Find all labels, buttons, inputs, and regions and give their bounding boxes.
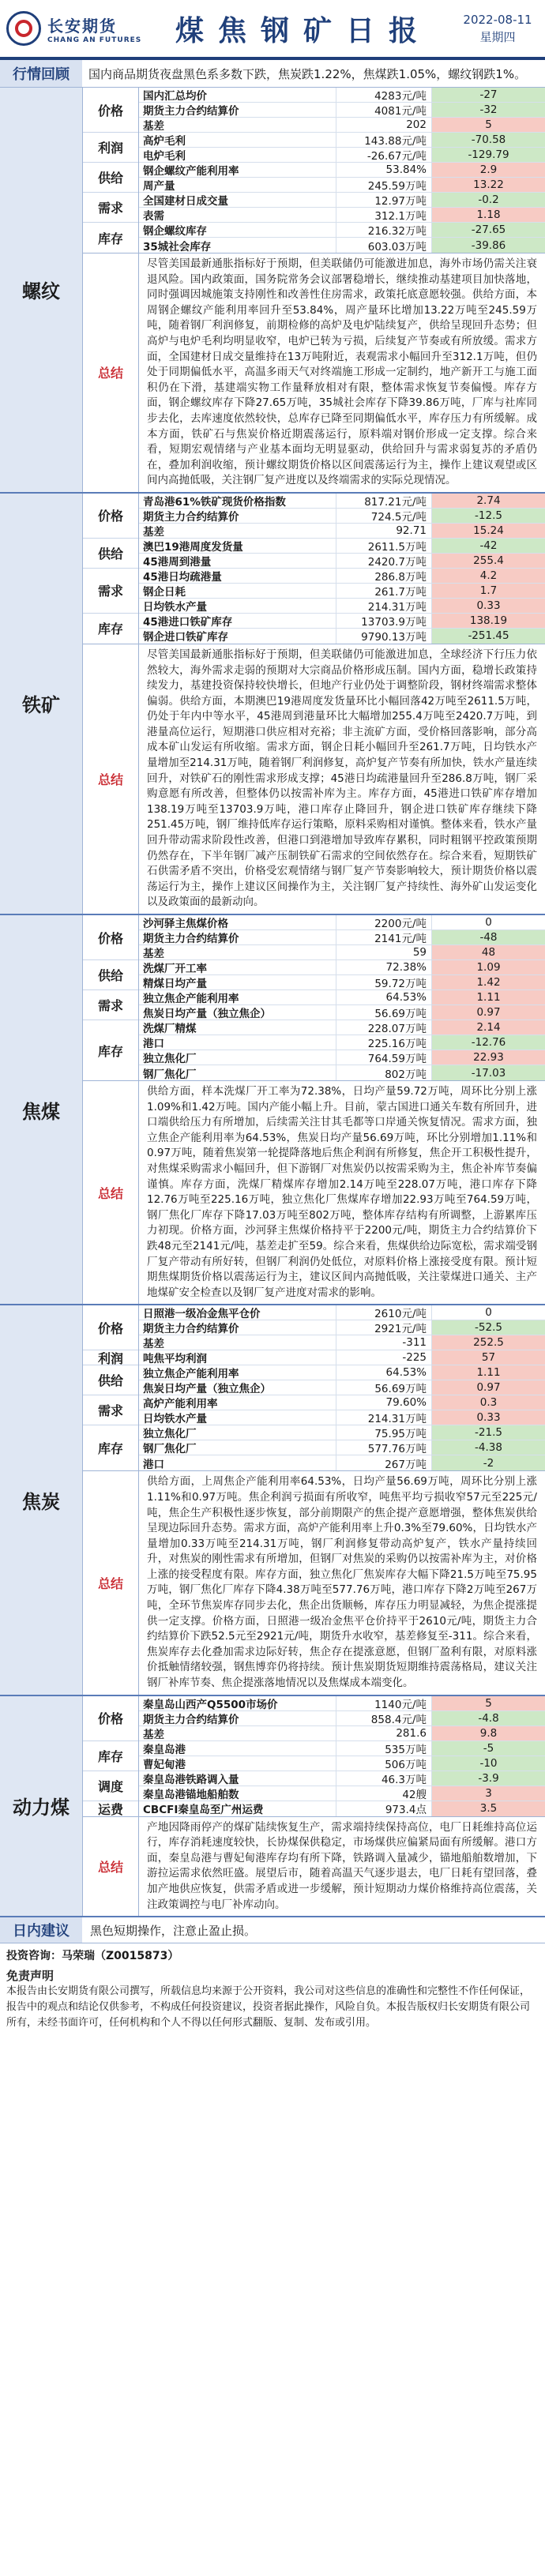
- table-row: [139, 238, 545, 253]
- table-row: [139, 103, 545, 118]
- logo-emblem-icon: [6, 11, 41, 46]
- market-review: [0, 60, 545, 88]
- indicator-change: 57: [432, 1350, 545, 1365]
- section-1: [0, 494, 545, 915]
- indicator-change: 1.11: [432, 990, 545, 1004]
- indicator-name: 基差: [139, 524, 336, 538]
- indicator-table: [83, 915, 545, 1081]
- category-label: 库存: [83, 1741, 138, 1771]
- category-label: 利润: [83, 1350, 138, 1365]
- indicator-change: 15.24: [432, 524, 545, 538]
- category-label: 需求: [83, 569, 138, 614]
- table-row: [139, 1305, 545, 1320]
- table-row: [139, 1741, 545, 1756]
- indicator-value: 59: [336, 945, 432, 959]
- report-weekday: 星期四: [479, 30, 516, 44]
- indicator-name: 日照港一级冶金焦平仓价: [139, 1305, 336, 1320]
- category-label: 供给: [83, 1365, 138, 1395]
- category-label: 运费: [97, 1801, 123, 1817]
- section-summary: [83, 1817, 545, 1917]
- indicator-change: -4.38: [432, 1440, 545, 1455]
- analyst-label: 投资咨询：: [6, 1950, 62, 1963]
- indicator-name: 焦炭日均产量（独立焦企）: [139, 1380, 336, 1395]
- category-label: 价格: [83, 88, 138, 133]
- table-row: [139, 569, 545, 584]
- indicator-name: 期货主力合约结算价: [139, 103, 336, 117]
- table-row: [139, 1771, 545, 1786]
- indicator-change: 1.18: [432, 208, 545, 222]
- indicator-change: -48: [432, 930, 545, 944]
- table-row: [139, 915, 545, 930]
- table-row: [139, 1380, 545, 1395]
- indicator-name: 期货主力合约结算价: [139, 509, 336, 523]
- table-row: [139, 1365, 545, 1380]
- table-row: [139, 148, 545, 163]
- indicator-value: 2200元/吨: [336, 915, 432, 929]
- table-row: [139, 1005, 545, 1020]
- table-row: [139, 629, 545, 644]
- table-row: [139, 178, 545, 193]
- table-row: [139, 1696, 545, 1711]
- indicator-change: -129.79: [432, 148, 545, 162]
- indicator-name: 港口: [139, 1455, 336, 1470]
- indicator-value: 535万吨: [336, 1741, 432, 1756]
- indicator-name: 澳巴19港周度发货量: [139, 539, 336, 553]
- summary-label: 总结: [83, 253, 139, 492]
- section-summary: [83, 253, 545, 492]
- market-review-text: 国内商品期货夜盘黑色系多数下跌，焦炭跌1.22%，焦煤跌1.05%，螺纹钢跌1%。: [88, 66, 527, 81]
- indicator-change: -32: [432, 103, 545, 117]
- section-name: 焦炭: [0, 1305, 83, 1694]
- market-review-label: 行情回顾: [0, 60, 82, 87]
- indicator-table: [83, 494, 545, 644]
- indicator-value: 64.53%: [336, 1365, 432, 1380]
- indicator-value: 2610元/吨: [336, 1305, 432, 1320]
- indicator-name: 电炉毛利: [139, 148, 336, 162]
- indicator-change: -3.9: [432, 1771, 545, 1786]
- indicator-change: 2.14: [432, 1020, 545, 1035]
- summary-label: 总结: [83, 1817, 139, 1917]
- indicator-value: 56.69万吨: [336, 1380, 432, 1395]
- table-row: [139, 223, 545, 238]
- indicator-change: 1.7: [432, 584, 545, 598]
- indicator-change: -52.5: [432, 1320, 545, 1335]
- indicator-table: [83, 1305, 545, 1471]
- table-row: [139, 208, 545, 223]
- indicator-change: 3.5: [432, 1801, 545, 1816]
- section-2: [0, 915, 545, 1305]
- table-row: [139, 554, 545, 569]
- indicator-change: 138.19: [432, 614, 545, 628]
- indicator-change: -4.8: [432, 1711, 545, 1725]
- table-row: [139, 599, 545, 614]
- indicator-value: 9790.13万吨: [336, 629, 432, 644]
- indicator-value: 75.95万吨: [336, 1425, 432, 1440]
- indicator-change: 1.42: [432, 975, 545, 989]
- indicator-value: 506万吨: [336, 1756, 432, 1771]
- indicator-value: 46.3万吨: [336, 1771, 432, 1786]
- indicator-change: 0: [485, 1306, 492, 1320]
- table-row: [139, 509, 545, 524]
- indicator-change: 0.33: [432, 1410, 545, 1425]
- indicator-name: 沙河驿主焦煤价格: [139, 915, 336, 929]
- indicator-change: 22.93: [432, 1050, 545, 1065]
- category-label: 需求: [83, 1395, 138, 1425]
- section-summary: [83, 1471, 545, 1694]
- report-date: 2022-08-11: [463, 13, 532, 27]
- company-logo: [0, 11, 156, 46]
- indicator-value: 42艘: [336, 1786, 432, 1801]
- indicator-value: 281.6: [336, 1726, 432, 1740]
- table-row: [139, 1065, 545, 1080]
- summary-text: 尽管美国最新通胀指标好于预期，但美联储仍可能激进加息，全球经济下行压力依然较大，海外需求走弱的预期对大宗商品价格形成压制。国内方面，稳增长政策持续发力，基建投资保持较快增长，但地产行业仍处于调整阶段，钢材终端需求整体偏弱。供给方面，本期澳巴19港周度发货量环比小幅回落42万吨至2611.5万吨，仍处于年内中等水平，45港周到港量环比大幅增加255.4万吨至2420.7万吨，到港量高位运行，短期港口供应相对充裕；非主流矿方面，受价格回落影响，部分高成本矿山发运有所收缩。需求方面，钢企日耗小幅回升至261.7万吨，日均铁水产量增加至214.31万吨，随着钢厂利润修复，高炉复产节奏有所加快，铁水产量连续回升，对铁矿石的刚性需求形成支撑；45港日均疏港量回升至286.8万吨，钢厂采购意愿有所改善，但整体仍以按需补库为主。库存方面，45港进口铁矿库存增加138.19万吨至13703.9万吨，港口库存止降回升，钢企进口铁矿库存继续下降251.45万吨，钢厂维持低库存运行策略，原料采购相对谨慎。整体来看，铁水产量回升带动需求阶段性改善，但港口到港增加导致库存累积，同时粗钢平控政策预期仍然存在，下半年钢厂减产压制铁矿石需求的空间依然存在。综合来看，短期铁矿石供需矛盾不突出，价格受宏观情绪与钢厂复产节奏影响较大，预计期货价格以震荡运行为主，操作上建议区间操作为主，关注钢厂复产持续性、海外矿山发运变化以及政策面的最新动向。: [147, 648, 537, 909]
- indicator-change: -2: [432, 1455, 545, 1470]
- indicator-change: 48: [432, 945, 545, 959]
- indicator-name: 表需: [139, 208, 336, 222]
- table-row: [139, 1395, 545, 1410]
- table-row: [139, 539, 545, 554]
- indicator-change: 0: [485, 916, 492, 929]
- disclaimer-text: 本报告由长安期货有限公司撰写，所载信息均来源于公开资料，我公司对这些信息的准确性和完整性不作任何保证，报告中的观点和结论仅供参考，不构成任何投资建议，投资者据此操作，风险自负。本报告版权归长安期货有限公司所有，未经书面许可，任何机构和个人不得以任何形式翻版、复制、发布或引用。: [6, 1985, 531, 2030]
- table-row: [139, 1455, 545, 1470]
- indicator-value: 817.21元/吨: [336, 494, 432, 508]
- category-label: 供给: [83, 163, 138, 193]
- indicator-value: 1140元/吨: [336, 1696, 432, 1710]
- table-row: [139, 1350, 545, 1365]
- indicator-name: CBCFI秦皇岛至广州运费: [139, 1801, 336, 1816]
- category-label: 价格: [83, 494, 138, 539]
- indicator-change: 2.74: [432, 494, 545, 508]
- table-row: [139, 584, 545, 599]
- table-row: [139, 614, 545, 629]
- category-label: 库存: [97, 1043, 123, 1059]
- logo-name-en: CHANG AN FUTURES: [47, 36, 142, 44]
- table-row: [139, 88, 545, 103]
- category-label: 价格: [83, 915, 138, 960]
- analyst-name: 马荣瑞（Z0015873）: [62, 1950, 179, 1963]
- indicator-change: 5: [432, 118, 545, 132]
- indicator-value: 261.7万吨: [336, 584, 432, 598]
- indicator-value: 4283元/吨: [336, 88, 432, 102]
- table-row: [139, 1320, 545, 1335]
- table-row: [139, 945, 545, 960]
- indicator-name: 35城社会库存: [139, 238, 336, 253]
- table-row: [139, 930, 545, 945]
- indicator-table: [83, 1696, 545, 1817]
- table-row: [139, 1410, 545, 1425]
- indicator-value: 216.32万吨: [336, 223, 432, 237]
- indicator-change: -10: [432, 1756, 545, 1771]
- table-row: [139, 163, 545, 178]
- indicator-table: [83, 88, 545, 253]
- section-summary: [83, 644, 545, 914]
- indicator-change: -0.2: [432, 193, 545, 207]
- table-row: [139, 1035, 545, 1050]
- summary-label: 总结: [83, 644, 139, 914]
- analyst-line: [6, 1948, 539, 1965]
- indicator-name: 期货主力合约结算价: [139, 930, 336, 944]
- table-row: [139, 1335, 545, 1350]
- indicator-change: -27: [432, 88, 545, 102]
- indicator-name: 基差: [139, 1726, 336, 1740]
- summary-text: 供给方面，样本洗煤厂开工率为72.38%，日均产量59.72万吨，周环比分别上涨1.09%和1.42万吨。国内产能小幅上升。目前，蒙古国进口通关车数有所回升，进口端供给压力有所增加，后续需关注甘其毛都等口岸通关恢复情况。需求方面，独立焦企产能利用率为64.53%，焦炭日均产量56.69万吨，环比分别增加1.11%和0.97万吨，随着焦炭第一轮提降落地后焦企利润有所修复，焦企开工积极性提升，对焦煤采购需求小幅回升，但下游钢厂对焦炭仍以按需采购为主，焦企补库节奏偏谨慎。库存方面，洗煤厂精煤库存增加2.14万吨至228.07万吨，港口库存下降12.76万吨至225.16万吨，独立焦化厂焦煤库存增加22.93万吨至764.59万吨，钢厂焦化厂库存下降17.03万吨至802万吨，整体库存结构有所调整，上游累库压力初现。价格方面，沙河驿主焦煤价格持平于2200元/吨，期货主力合约结算价下跌48元至2141元/吨，基差走扩至59。综合来看，焦煤供给边际宽松，需求端受钢厂复产带动有所好转，但钢厂利润仍处低位，对原料价格上涨接受度有限。预计短期焦煤期货价格以震荡运行为主，建议区间内高抛低吸，关注蒙煤进口通关、主产地煤矿安全检查以及钢厂复产进度对需求的影响。: [147, 1085, 537, 1299]
- indicator-value: 13703.9万吨: [336, 614, 432, 628]
- indicator-name: 45港进口铁矿库存: [139, 614, 336, 628]
- section-name: 螺纹: [0, 88, 83, 492]
- report-footer: [0, 1943, 545, 2036]
- indicator-name: 洗煤厂精煤: [139, 1020, 336, 1035]
- indicator-name: 45港日均疏港量: [139, 569, 336, 583]
- indicator-value: 2141元/吨: [336, 930, 432, 944]
- indicator-change: 255.4: [432, 554, 545, 568]
- category-label: 利润: [83, 133, 138, 163]
- indicator-value: 92.71: [336, 524, 432, 538]
- indicator-value: 2921元/吨: [336, 1320, 432, 1335]
- table-row: [139, 133, 545, 148]
- indicator-name: 独立焦企产能利用率: [139, 1365, 336, 1380]
- table-row: [139, 494, 545, 509]
- section-0: [0, 88, 545, 494]
- indicator-change: 0.3: [432, 1395, 545, 1410]
- table-row: [139, 975, 545, 990]
- table-row: [139, 1801, 545, 1816]
- indicator-name: 钢企螺纹产能利用率: [139, 163, 336, 177]
- table-row: [139, 193, 545, 208]
- indicator-name: 焦炭日均产量（独立焦企）: [139, 1005, 336, 1020]
- intraday-advice: [0, 1917, 545, 1943]
- indicator-change: 3: [432, 1786, 545, 1801]
- indicator-change: 1.11: [432, 1365, 545, 1380]
- indicator-name: 45港周到港量: [139, 554, 336, 568]
- indicator-value: 286.8万吨: [336, 569, 432, 583]
- indicator-value: 12.97万吨: [336, 193, 432, 207]
- indicator-name: 基差: [139, 1335, 336, 1350]
- table-row: [139, 1050, 545, 1065]
- report-date-box: [450, 11, 545, 46]
- indicator-value: 245.59万吨: [336, 178, 432, 192]
- indicator-value: 724.5元/吨: [336, 509, 432, 523]
- indicator-value: 312.1万吨: [336, 208, 432, 222]
- indicator-name: 秦皇岛港锚地船舶数: [139, 1786, 336, 1801]
- indicator-change: -70.58: [432, 133, 545, 147]
- indicator-value: -26.67元/吨: [336, 148, 432, 162]
- indicator-name: 期货主力合约结算价: [139, 1711, 336, 1725]
- indicator-change: 0.33: [432, 599, 545, 613]
- indicator-change: -39.86: [432, 238, 545, 253]
- indicator-value: 214.31万吨: [336, 599, 432, 613]
- indicator-name: 曹妃甸港: [139, 1756, 336, 1771]
- indicator-change: 2.9: [432, 163, 545, 177]
- category-label: 供给: [83, 539, 138, 569]
- indicator-name: 秦皇岛港: [139, 1741, 336, 1756]
- indicator-name: 独立焦化厂: [139, 1425, 336, 1440]
- table-row: [139, 524, 545, 539]
- indicator-value: 4081元/吨: [336, 103, 432, 117]
- category-label: 价格: [83, 1696, 138, 1741]
- table-row: [139, 1756, 545, 1771]
- indicator-value: 59.72万吨: [336, 975, 432, 989]
- indicator-change: 0.97: [432, 1005, 545, 1020]
- indicator-name: 期货主力合约结算价: [139, 1320, 336, 1335]
- category-label: 库存: [97, 1441, 123, 1457]
- indicator-name: 青岛港61%铁矿现货价格指数: [139, 494, 336, 508]
- indicator-change: -12.5: [432, 509, 545, 523]
- indicator-name: 日均铁水产量: [139, 1410, 336, 1425]
- indicator-change: -12.76: [432, 1035, 545, 1050]
- category-label: 需求: [83, 193, 138, 223]
- summary-text: 产地因降雨停产的煤矿陆续恢复生产，需求端持续保持高位，电厂日耗维持高位运行，库存消耗速度较快，长协煤保供稳定，市场煤供应偏紧局面有所缓解。港口方面，秦皇岛港与曹妃甸港库存均有所下降，铁路调入量减少，锚地船舶数增加，下游拉运需求依然旺盛。展望后市，随着高温天气逐步退去，电厂日耗有望回落，叠加产地供应恢复，供需矛盾或进一步缓解，预计短期动力煤价格维持高位震荡，关注政策调控与电厂补库动向。: [147, 1820, 537, 1911]
- indicator-value: 225.16万吨: [336, 1035, 432, 1050]
- section-body: [83, 88, 545, 492]
- indicator-value: 143.88元/吨: [336, 133, 432, 147]
- indicator-change: -251.45: [432, 629, 545, 644]
- indicator-value: 79.60%: [336, 1395, 432, 1410]
- indicator-change: 5: [432, 1696, 545, 1710]
- section-name: 动力煤: [0, 1696, 83, 1917]
- indicator-value: 858.4元/吨: [336, 1711, 432, 1725]
- category-label: 库存: [97, 231, 123, 246]
- section-name: 铁矿: [0, 494, 83, 914]
- indicator-value: 228.07万吨: [336, 1020, 432, 1035]
- table-row: [139, 1440, 545, 1455]
- indicator-value: 2611.5万吨: [336, 539, 432, 553]
- indicator-value: 214.31万吨: [336, 1410, 432, 1425]
- section-4: [0, 1696, 545, 1918]
- indicator-name: 秦皇岛港铁路调入量: [139, 1771, 336, 1786]
- indicator-name: 全国建材日成交量: [139, 193, 336, 207]
- indicator-value: 973.4点: [336, 1801, 432, 1816]
- indicator-name: 钢厂焦化厂: [139, 1440, 336, 1455]
- table-row: [139, 990, 545, 1005]
- indicator-change: 4.2: [432, 569, 545, 583]
- indicator-name: 洗煤厂开工率: [139, 960, 336, 974]
- report-title: 煤焦钢矿日报: [175, 13, 431, 47]
- table-row: [139, 1786, 545, 1801]
- indicator-value: 577.76万吨: [336, 1440, 432, 1455]
- indicator-name: 钢企螺纹库存: [139, 223, 336, 237]
- section-summary: [83, 1081, 545, 1304]
- table-row: [139, 1711, 545, 1726]
- indicator-name: 国内汇总均价: [139, 88, 336, 102]
- indicator-name: 钢厂焦化厂: [139, 1065, 336, 1080]
- category-label: 价格: [83, 1305, 138, 1350]
- section-body: [83, 1305, 545, 1694]
- indicator-change: 252.5: [432, 1335, 545, 1350]
- indicator-name: 精煤日均产量: [139, 975, 336, 989]
- table-row: [139, 960, 545, 975]
- category-label: 调度: [83, 1771, 138, 1801]
- section-body: [83, 494, 545, 914]
- indicator-change: -21.5: [432, 1425, 545, 1440]
- indicator-name: 秦皇岛山西产Q5500市场价: [139, 1696, 336, 1710]
- report-header: [0, 0, 545, 60]
- summary-text: 供给方面，上周焦企产能利用率64.53%，日均产量56.69万吨，周环比分别上涨1.11%和0.97万吨。焦企利润亏损面有所收窄，吨焦平均亏损收窄57元至225元/吨，焦企生产积极性逐步恢复，部分前期限产的焦企提产意愿增强，整体焦炭供给呈现边际回升态势。需求方面，高炉产能利用率上升0.3%至79.60%，日均铁水产量增加0.33万吨至214.31万吨，钢厂利润修复带动高炉复产，铁水产量持续回升，对焦炭的刚性需求有所增加，但钢厂对焦炭的采购仍以按需补库为主，对价格上涨的接受程度有限。库存方面，独立焦化厂焦炭库存大幅下降21.5万吨至75.95万吨，钢厂焦化厂库存下降4.38万吨至577.76万吨，港口库存下降2万吨至267万吨，全环节焦炭库存同步去化，焦企出货顺畅，库存压力明显减轻，为焦企提涨提供一定支撑。价格方面，日照港一级冶金焦平仓价持平于2610元/吨，期货主力合约结算价下跌52.5元至2921元/吨，期货升水收窄，基差修复至-311。综合来看，焦炭库存去化叠加需求边际好转，焦企存在提涨意愿，但钢厂盈利有限，对原料涨价抵触情绪较强，钢焦博弈仍将持续。预计焦炭期货短期维持震荡格局，建议关注钢厂补库节奏、焦企提涨落地情况以及焦煤成本端变化。: [147, 1475, 537, 1690]
- indicator-name: 吨焦平均利润: [139, 1350, 336, 1365]
- section-body: [83, 915, 545, 1304]
- indicator-name: 基差: [139, 945, 336, 959]
- indicator-name: 钢企进口铁矿库存: [139, 629, 336, 644]
- indicator-value: 64.53%: [336, 990, 432, 1004]
- category-label: 库存: [97, 621, 123, 637]
- indicator-name: 高炉产能利用率: [139, 1395, 336, 1410]
- indicator-value: 202: [336, 118, 432, 132]
- section-body: [83, 1696, 545, 1917]
- indicator-change: 9.8: [432, 1726, 545, 1740]
- intraday-advice-label: 日内建议: [0, 1917, 82, 1943]
- indicator-change: -17.03: [432, 1065, 545, 1080]
- intraday-advice-text: 黑色短期操作，注意止盈止损。: [90, 1923, 257, 1938]
- summary-label: 总结: [83, 1081, 139, 1304]
- indicator-name: 日均铁水产量: [139, 599, 336, 613]
- indicator-change: -42: [432, 539, 545, 553]
- indicator-name: 独立焦化厂: [139, 1050, 336, 1065]
- indicator-name: 钢企日耗: [139, 584, 336, 598]
- indicator-value: 53.84%: [336, 163, 432, 177]
- indicator-name: 基差: [139, 118, 336, 132]
- section-name: 焦煤: [0, 915, 83, 1304]
- category-label: 需求: [83, 990, 138, 1020]
- indicator-change: 13.22: [432, 178, 545, 192]
- indicator-value: 764.59万吨: [336, 1050, 432, 1065]
- table-row: [139, 1726, 545, 1741]
- indicator-value: -311: [336, 1335, 432, 1350]
- indicator-value: 802万吨: [336, 1065, 432, 1080]
- category-label: 供给: [83, 960, 138, 990]
- indicator-name: 港口: [139, 1035, 336, 1050]
- table-row: [139, 1020, 545, 1035]
- indicator-value: 603.03万吨: [336, 238, 432, 253]
- indicator-change: 0.97: [432, 1380, 545, 1395]
- indicator-change: -27.65: [432, 223, 545, 237]
- indicator-name: 高炉毛利: [139, 133, 336, 147]
- indicator-value: 267万吨: [336, 1455, 432, 1470]
- logo-name-cn: 长安期货: [47, 16, 117, 36]
- table-row: [139, 118, 545, 133]
- disclaimer-title: 免责声明: [6, 1969, 54, 1984]
- indicator-value: -225: [336, 1350, 432, 1365]
- indicator-change: 1.09: [432, 960, 545, 974]
- indicator-value: 56.69万吨: [336, 1005, 432, 1020]
- summary-label: 总结: [83, 1471, 139, 1694]
- indicator-change: -5: [432, 1741, 545, 1756]
- section-3: [0, 1305, 545, 1695]
- table-row: [139, 1425, 545, 1440]
- indicator-value: 2420.7万吨: [336, 554, 432, 568]
- indicator-value: 72.38%: [336, 960, 432, 974]
- summary-text: 尽管美国最新通胀指标好于预期，但美联储仍可能激进加息，海外市场仍需关注衰退风险。国内政策面，国务院常务会议部署稳增长，继续推动基建项目加快落地，同时强调因城施策支持刚性和改善性住房需求，政策托底意愿较强。供给方面，本周钢企螺纹产能利用率回升至53.84%，周产量环比增加13.22万吨至245.59万吨，随着钢厂利润修复，前期检修的高炉及电炉陆续复产，供给呈现回升态势；但高炉与电炉毛利均明显收窄，电炉已转为亏损，后续复产节奏或有所放缓。需求方面，全国建材日成交量维持在13万吨附近，表观需求小幅回升至312.1万吨，但仍处于同期偏低水平，高温多雨天气对终端施工形成一定制约，地产新开工与施工面积仍在下滑，基建端实物工作量释放相对有限，整体需求恢复节奏偏慢。库存方面，钢企螺纹库存下降27.65万吨，35城社会库存下降39.86万吨，厂库与社库同步去化，去库速度依然较快，总库存已降至同期偏低水平，库存压力有所缓解。成本方面，铁矿石与焦炭价格近期震荡运行，原料端对钢价形成一定支撑。综合来看，短期宏观情绪与产业基本面均无明显驱动，供给回升与需求弱复苏的矛盾仍在，叠加利润收缩，预计螺纹期货价格以区间震荡运行为主，操作上建议观望或区间内高抛低吸，关注钢厂复产进度以及终端需求的实际兑现情况。: [147, 257, 537, 487]
- indicator-name: 周产量: [139, 178, 336, 192]
- commodity-sections: [0, 88, 545, 1917]
- indicator-name: 独立焦企产能利用率: [139, 990, 336, 1004]
